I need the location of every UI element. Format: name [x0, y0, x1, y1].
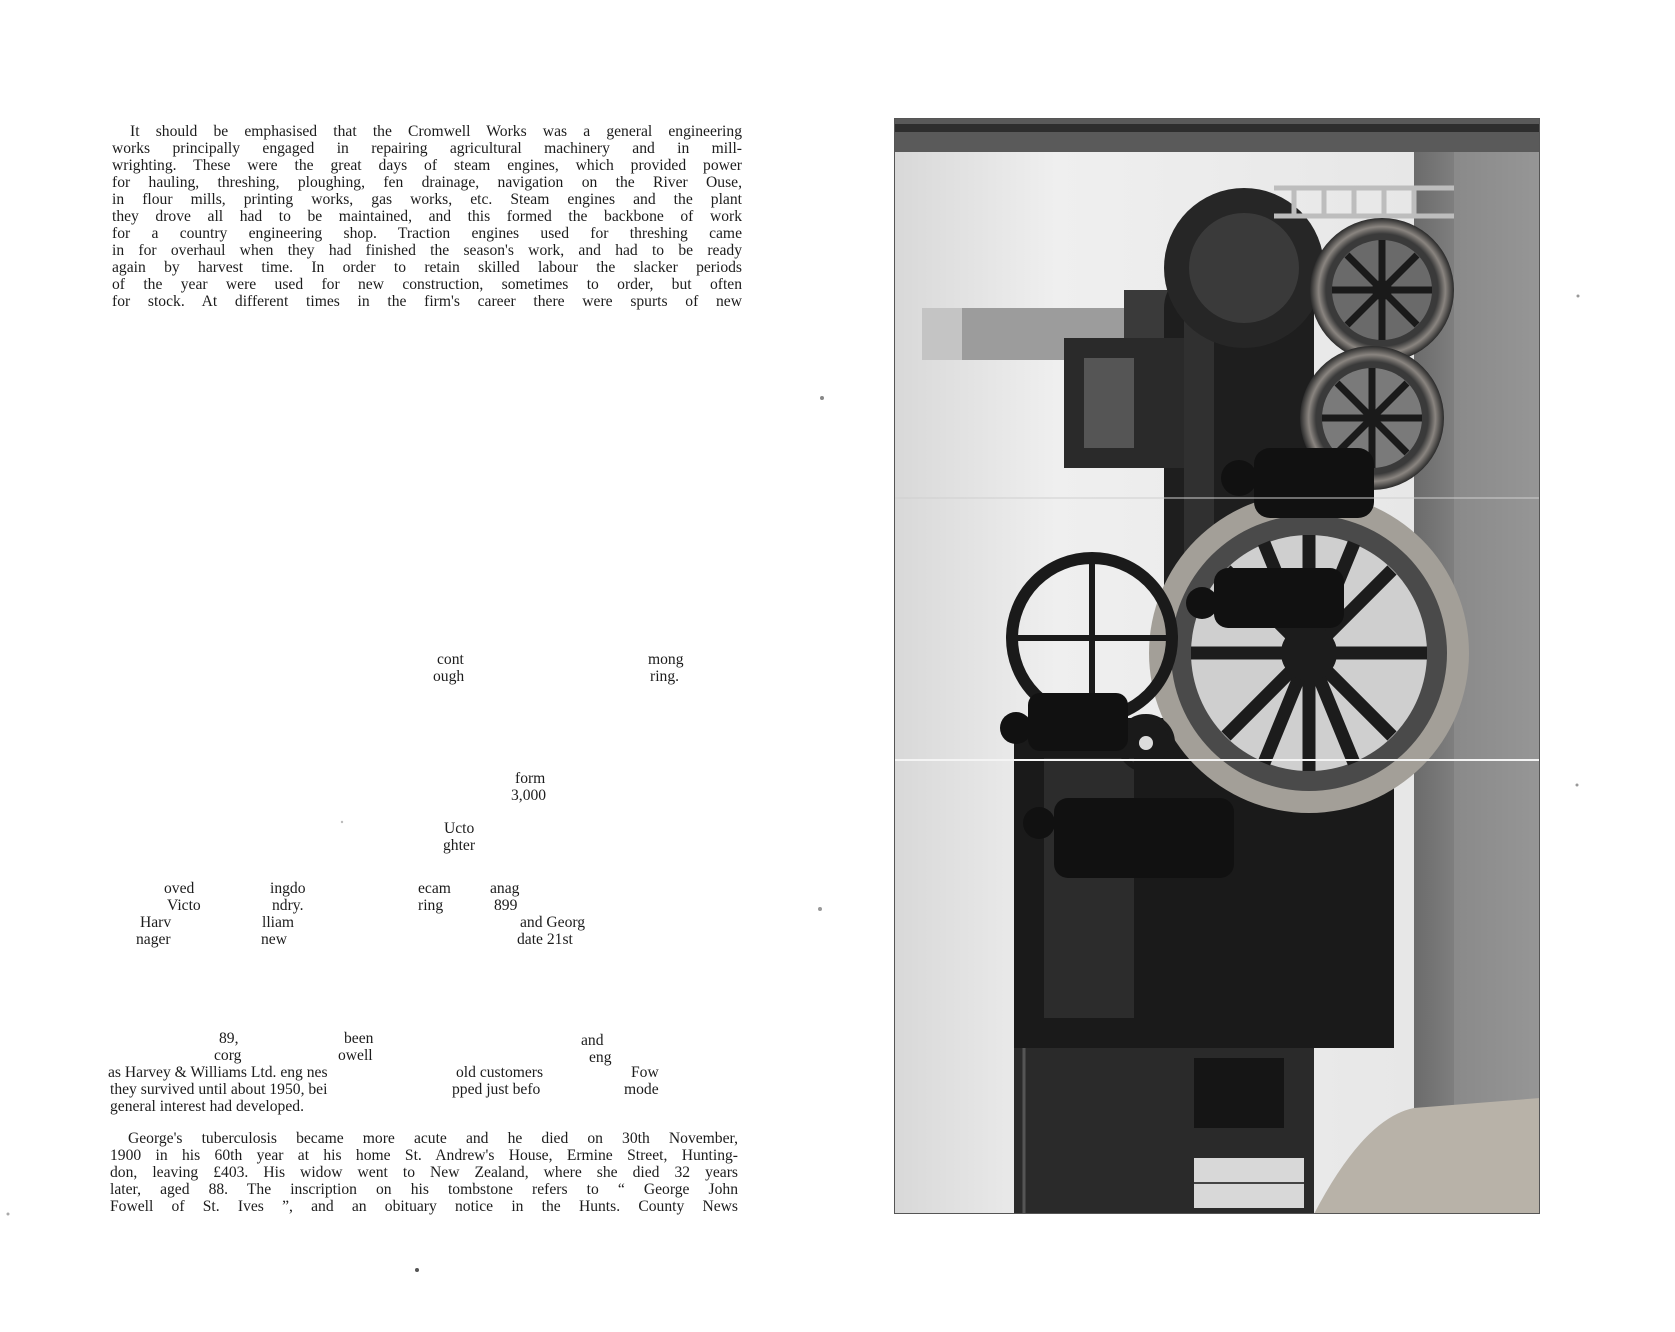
- text-fragment: general interest had developed.: [110, 1098, 304, 1115]
- text-fragment: mode: [624, 1081, 659, 1098]
- text-fragment: as Harvey & Williams Ltd. eng nes: [108, 1064, 328, 1081]
- text-line: in for overhaul when they had finished the season's work, and had to be ready: [112, 242, 742, 259]
- text-line: don, leaving £403. His widow went to New Zealand, where she died 32 years: [110, 1164, 738, 1181]
- text-fragment: oved: [164, 880, 195, 897]
- text-line: again by harvest time. In order to retain skilled labour the slacker periods: [112, 259, 742, 276]
- text-fragment: ecam: [418, 880, 451, 897]
- front-wheel-upper: [1310, 218, 1454, 362]
- text-fragment: nager: [136, 931, 171, 948]
- text-fragment: ghter: [443, 837, 476, 854]
- text-fragment: Harv: [140, 914, 172, 931]
- text-fragment: new: [261, 931, 287, 948]
- text-fragment: lliam: [262, 914, 295, 931]
- text-fragment: mong: [648, 651, 684, 668]
- text-fragment: ring: [418, 897, 444, 914]
- text-fragment: 3,000: [511, 787, 547, 804]
- text-fragment: ough: [433, 668, 465, 685]
- text-line: of the year were used for new construction, sometimes to order, but often: [112, 276, 742, 293]
- text-line: for hauling, threshing, ploughing, fen drainage, navigation on the River Ouse,: [112, 174, 742, 191]
- text-fragment: form: [515, 770, 546, 787]
- text-fragment: cont: [437, 651, 464, 668]
- text-fragment: Ucto: [444, 820, 475, 837]
- text-fragment: 89,: [219, 1030, 239, 1047]
- text-line: for stock. At different times in the firm's career there were spurts of new: [112, 293, 742, 310]
- text-fragment: they survived until about 1950, bei: [110, 1081, 328, 1098]
- text-fragment: ring.: [650, 668, 680, 685]
- text-fragment: 899: [494, 897, 518, 914]
- text-fragment: Victo: [167, 897, 201, 914]
- text-fragment: corg: [214, 1047, 242, 1064]
- rear-wheel: [1149, 493, 1469, 813]
- photo-illustration: [894, 118, 1540, 1214]
- text-fragment: owell: [338, 1047, 373, 1064]
- text-fragment: Fow: [631, 1064, 659, 1081]
- text-fragment: old customers: [456, 1064, 544, 1081]
- text-line: George's tuberculosis became more acute and he died on 30th November,: [128, 1130, 738, 1147]
- text-line: wrighting. These were the great days of steam engines, which provided power: [112, 157, 742, 174]
- paragraph-george-death: [110, 1130, 738, 1215]
- text-fragment: ingdo: [270, 880, 306, 897]
- text-line: works principally engaged in repairing agricultural machinery and in mill-: [112, 140, 742, 157]
- text-fragment: anag: [490, 880, 520, 897]
- text-fragment: eng: [589, 1049, 612, 1066]
- text-line: they drove all had to be maintained, and this formed the backbone of work: [112, 208, 742, 225]
- text-fragment: and: [581, 1032, 604, 1049]
- text-line: in flour mills, printing works, gas works, etc. Steam engines and the plant: [112, 191, 742, 208]
- text-fragment: pped just befo: [452, 1081, 541, 1098]
- paragraph-cromwell-works: [112, 123, 742, 310]
- text-line: later, aged 88. The inscription on his tombstone refers to “ George John: [110, 1181, 738, 1198]
- text-line: 1900 in his 60th year at his home St. Andrew's House, Ermine Street, Hunting-: [110, 1147, 738, 1164]
- text-fragment: ndry.: [272, 897, 304, 914]
- text-fragment: date 21st: [517, 931, 573, 948]
- text-fragment: been: [344, 1030, 374, 1047]
- traction-engine-photo: [894, 118, 1540, 1214]
- text-fragment: and Georg: [520, 914, 586, 931]
- text-line: for a country engineering shop. Traction engines used for threshing came: [112, 225, 742, 242]
- text-line: It should be emphasised that the Cromwell Works was a general engineering: [130, 123, 742, 140]
- text-line: Fowell of St. Ives ”, and an obituary notice in the Hunts. County News: [110, 1198, 738, 1215]
